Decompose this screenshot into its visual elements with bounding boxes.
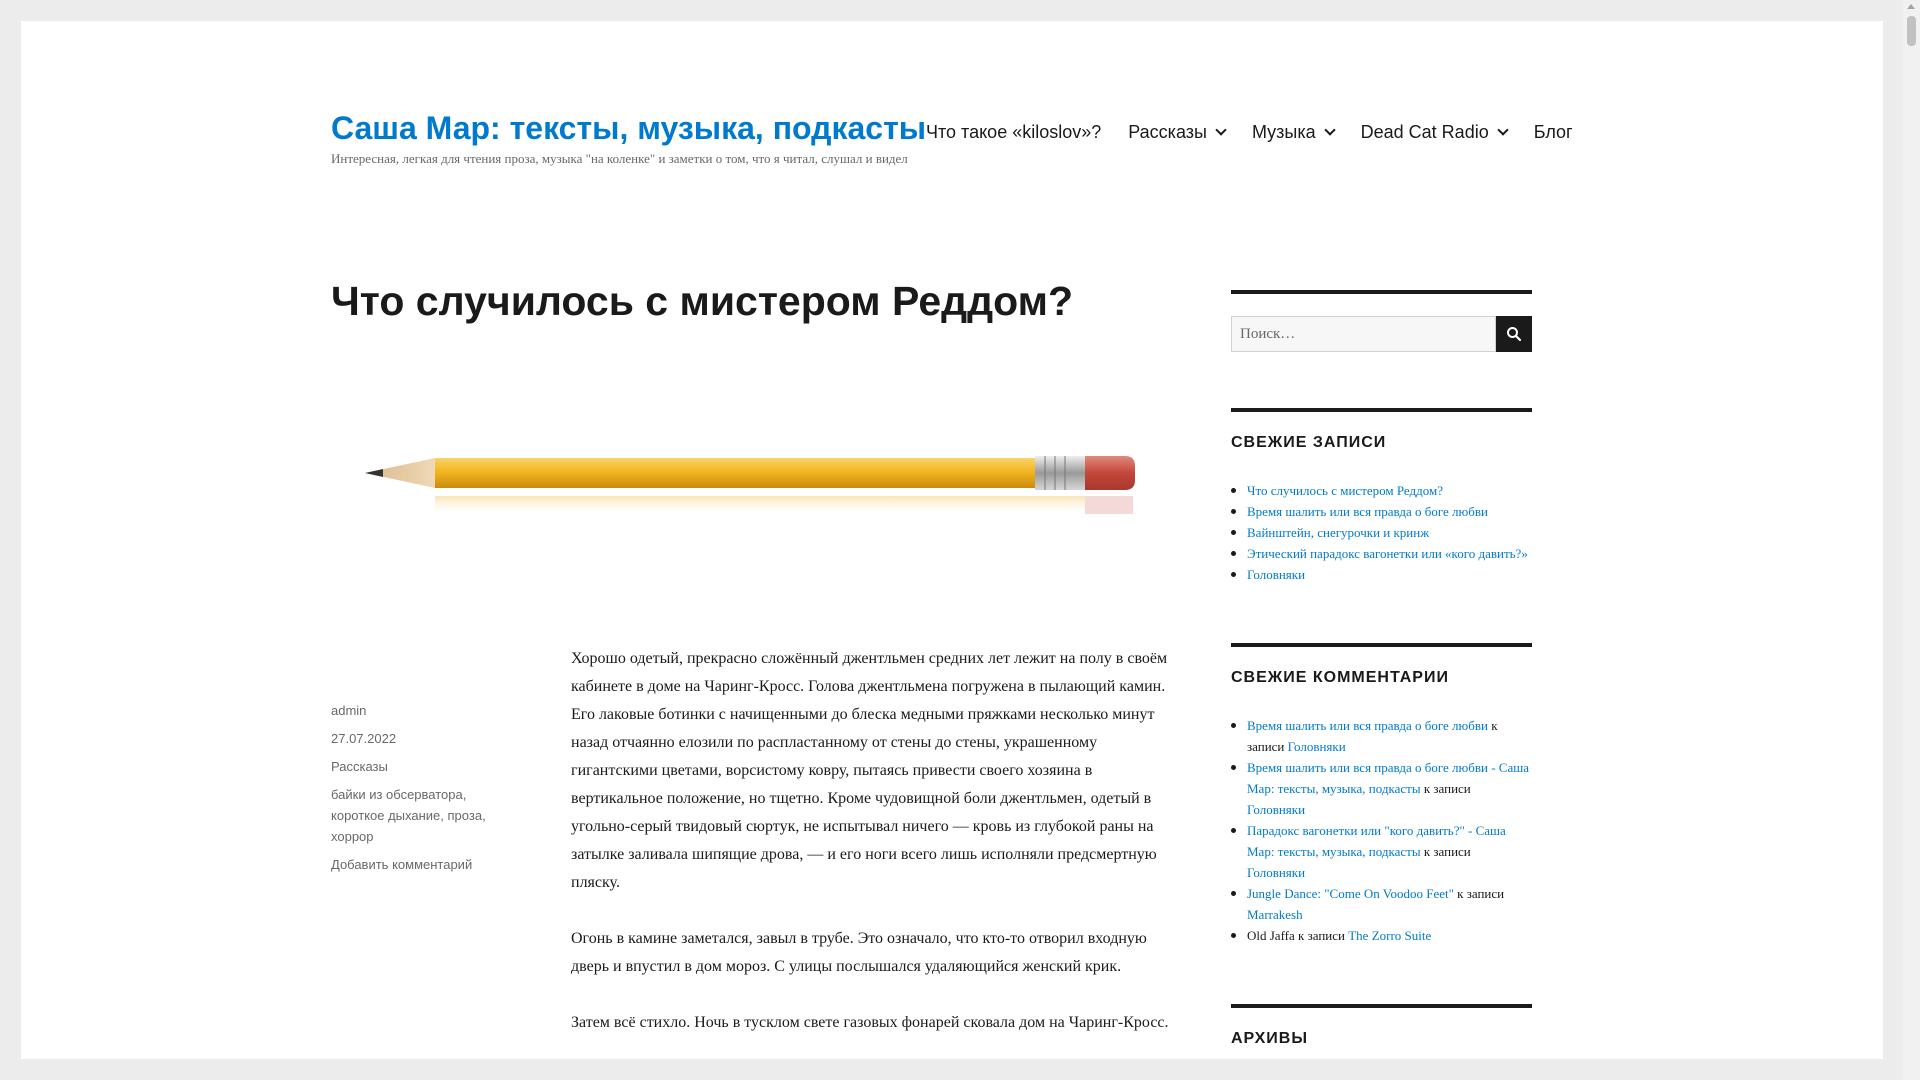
list-item [1231,715,1532,757]
comment-author-link[interactable]: Парадокс вагонетки или "кого давить?" - Саша Мар: тексты, музыка, подкасты [1247,823,1506,859]
comment-author-link[interactable]: Время шалить или вся правда о боге любви [1247,718,1488,733]
post-date-link[interactable]: 27.07.2022 [331,731,397,746]
recent-posts-list [1231,480,1532,585]
sidebar [1231,290,1532,1059]
comment-joiner: к записи [1423,781,1471,796]
entry-title: Что случилось с мистером Реддом? [331,278,1074,324]
main-navigation [926,122,1573,143]
comment-author: Old Jaffa [1247,928,1295,943]
recent-comments-widget [1231,643,1532,946]
nav-item-label: Dead Cat Radio [1360,122,1489,142]
nav-item-music[interactable] [1252,122,1334,143]
search-form [1231,316,1532,352]
scroll-up-arrow-icon[interactable] [1907,4,1915,9]
tags-links: байки из обсерватора, короткое дыхание, проза, хоррор [331,787,486,844]
recent-posts-widget [1231,408,1532,585]
nav-item-label: Музыка [1251,122,1316,142]
scrollbar[interactable] [1903,0,1920,1080]
tag-link[interactable]: короткое дыхание [331,808,441,823]
nav-item-label: Блог [1533,122,1573,142]
search-widget [1231,290,1532,352]
post-link[interactable]: Головняки [1247,567,1306,582]
list-item [1231,564,1532,585]
post-link[interactable]: Вайнштейн, снегурочки и кринж [1247,525,1430,540]
comment-joiner: к записи [1423,844,1471,859]
comment-post-link[interactable]: Головняки [1247,865,1306,880]
nav-item-label: Рассказы [1128,122,1207,142]
chevron-down-icon[interactable] [1324,124,1335,135]
post-link[interactable]: Что случилось с мистером Реддом? [1247,483,1444,498]
nav-item-blog[interactable] [1534,122,1573,143]
comment-post-link[interactable]: Головняки [1287,739,1346,754]
tag-link[interactable]: проза [447,808,483,823]
list-item [1231,757,1532,820]
comment-joiner: к записи [1247,718,1498,754]
paragraph: Хорошо одетый, прекрасно сложённый джентльмен средних лет лежит на полу в своём кабинете в доме на Чаринг-Кросс. Голова джентльмена погружена в пылающий камин. Его лаковые ботинки с начищенными до блеска медными пряжками несколько минут назад отчаянно елозили по распластанному от стены до стены, украшенному гигантскими цветами, ворсистому ковру, пытаясь привести своего хозяина в вертикальное положение, но тщетно. Кроме чудовищной боли джентльмен, одетый в угольно-серый твидовый сюртук, не испытывал ничего — кровь из глубокой раны на затылке заливала шипящие дрова, — и его ноги всего лишь исполняли предсмертную пляску. [571,650,1168,891]
widget-title: СВЕЖИЕ КОММЕНТАРИИ [1231,669,1449,686]
add-comment-link[interactable]: Добавить комментарий [331,857,473,872]
site-frame [21,21,1883,1059]
list-item [1231,522,1532,543]
widget-title: СВЕЖИЕ ЗАПИСИ [1231,434,1387,451]
pencil-image [365,450,1135,540]
list-item [1231,820,1532,883]
post-link[interactable]: Время шалить или вся правда о боге любви [1247,504,1488,519]
list-item [1231,480,1532,501]
paragraph: Затем всё стихло. Ночь в тусклом свете газовых фонарей сковала дом на Чаринг-Кросс. [571,1014,1169,1031]
comment-author-link[interactable]: Jungle Dance: "Come On Voodoo Feet" [1247,886,1454,901]
tag-link[interactable]: хоррор [331,829,374,844]
author-link[interactable]: admin [331,703,367,718]
list-item [1231,543,1532,564]
tag-link[interactable]: байки из обсерватора [331,787,463,802]
nav-item-dead-cat-radio[interactable] [1361,122,1507,143]
list-item [1231,501,1532,522]
entry-meta [331,700,521,882]
scrollbar-thumb[interactable] [1907,16,1916,46]
category-link[interactable]: Рассказы [331,759,388,774]
comment-post-link[interactable]: Marrakesh [1247,907,1303,922]
chevron-down-icon[interactable] [1215,124,1226,135]
comment-post-link[interactable]: The Zorro Suite [1348,928,1432,943]
paragraph: Огонь в камине заметался, завыл в трубе. Это означало, что кто-то отворил входную дверь и впустил в дом мороз. С улицы послышался удаляющийся женский крик. [571,930,1147,975]
list-item [1231,925,1532,946]
search-input[interactable]: Поиск… [1231,316,1496,352]
search-button[interactable] [1496,316,1532,352]
list-item [1231,883,1532,925]
post-link[interactable]: Этический парадокс вагонетки или «кого давить?» [1247,546,1528,561]
nav-item-kiloslov[interactable] [926,122,1101,143]
comment-post-link[interactable]: Головняки [1247,802,1306,817]
archives-widget [1231,1004,1532,1048]
comment-author-link[interactable]: Время шалить или вся правда о боге любви - Саша Мар: тексты, музыка, подкасты [1247,760,1529,796]
search-icon [1506,326,1522,342]
site-title[interactable]: Саша Мар: тексты, музыка, подкасты [331,110,927,146]
site-description: Интересная, легкая для чтения проза, музыка "на коленке" и заметки о том, что я читал, слушал и видел [331,151,908,166]
nav-item-label: Что такое «kiloslov»? [926,122,1102,142]
widget-title: АРХИВЫ [1231,1030,1309,1047]
recent-comments-list [1231,715,1532,946]
chevron-down-icon[interactable] [1497,124,1508,135]
comment-joiner: к записи [1298,928,1345,943]
entry-content [571,645,1171,1059]
nav-item-stories[interactable] [1128,122,1225,143]
comment-joiner: к записи [1457,886,1505,901]
